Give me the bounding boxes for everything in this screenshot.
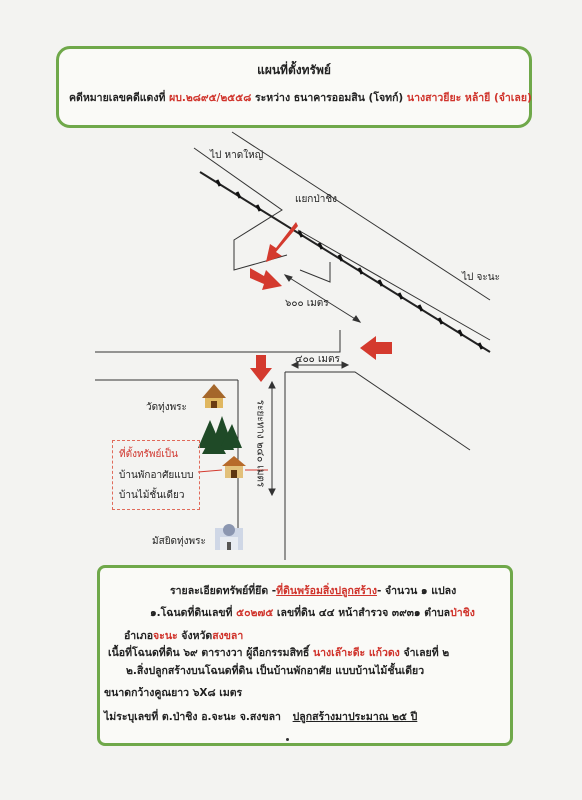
- label-temple: วัดทุ่งพระ: [146, 402, 187, 413]
- area-value: ๖๙ ตารางวา ผู้ถือกรรมสิทธิ์: [183, 647, 310, 659]
- highway-edge: [300, 262, 330, 282]
- map-title: แผนที่ตั้งทรัพย์: [257, 63, 331, 77]
- subdistrict: ป่าชิง: [450, 607, 475, 619]
- arrow-icon: [266, 222, 298, 262]
- detail-line-5: ๒.สิ่งปลูกสร้างบนโฉนดที่ดิน เป็นบ้านพักอาศัย แบบบ้านไม้ชั้นเดียว: [126, 665, 425, 677]
- label-distance-600: ๖๐๐ เมตร: [285, 298, 329, 309]
- land-number: เลขที่ดิน ๔๔ หน้าสำรวจ ๓๙๓๑ ตำบล: [276, 607, 451, 619]
- arrow-icon: [250, 268, 282, 290]
- detail-line-7: [104, 708, 417, 725]
- owner-role: จำเลยที่ ๒: [403, 647, 450, 659]
- property-line-1: ที่ตั้งทรัพย์เป็น: [119, 449, 178, 460]
- plaintiff: ธนาคารออมสิน (โจทก์): [293, 92, 404, 104]
- label-to-hatyai: ไป หาดใหญ่: [210, 150, 264, 161]
- area-label: เนื้อที่โฉนดที่ดิน: [108, 647, 180, 659]
- page-dot: [286, 738, 289, 741]
- trees-icon: [198, 416, 242, 454]
- defendant: นางสาวยียะ หล้ายี (จำเลย): [406, 92, 532, 104]
- railway-line: [200, 172, 490, 352]
- detail-line-2: [150, 604, 475, 621]
- deed-label: ๑.โฉนดที่ดินเลขที่: [150, 607, 233, 619]
- owner-name: นางเล๊าะดีะ แก้วดง: [312, 647, 400, 659]
- property-line-3: บ้านไม้ชั้นเดียว: [119, 490, 185, 501]
- mosque-icon: [215, 524, 243, 550]
- detail-asset-type: ที่ดินพร้อมสิ่งปลูกสร้าง: [276, 585, 377, 597]
- road-edge: [95, 330, 340, 352]
- detail-line-4: [108, 644, 449, 661]
- temple-icon: [202, 384, 226, 408]
- detail-line-1: [170, 582, 456, 599]
- property-line-2: บ้านพักอาศัยแบบ: [119, 470, 194, 481]
- detail-count: - จำนวน ๑ แปลง: [376, 585, 457, 597]
- province: สงขลา: [212, 630, 244, 642]
- property-pointer: [198, 470, 222, 472]
- between-word: ระหว่าง: [254, 92, 291, 104]
- details-box: [97, 565, 513, 746]
- highway-edge: [298, 230, 490, 340]
- arrow-icon: [250, 355, 272, 382]
- label-to-chana: ไป จะนะ: [462, 272, 500, 283]
- case-prefix: คดีหมายเลขคดีแดงที่: [69, 92, 166, 104]
- province-label: จังหวัด: [181, 630, 213, 642]
- address: ไม่ระบุเลขที่ ต.ป่าชิง อ.จะนะ จ.สงขลา: [104, 711, 281, 723]
- build-age: ปลูกสร้างมาประมาณ ๒๕ ปี: [292, 711, 418, 723]
- road-edge: [285, 372, 470, 450]
- case-number: ผบ.๒๘๙๕/๒๕๕๘: [169, 92, 252, 104]
- label-junction: แยกป่าชิง: [295, 194, 337, 205]
- detail-line-6: ขนาดกว้างคูณยาว ๖X๘ เมตร: [104, 687, 243, 699]
- property-callout: [112, 440, 200, 510]
- label-distance-240: ระยะทาง ๒๔๐ เมตร: [254, 399, 266, 488]
- arrow-icon: [360, 336, 392, 360]
- deed-number: ๕๐๒๗๕: [236, 607, 274, 619]
- district-label: อำเภอ: [124, 630, 154, 642]
- label-distance-400: ๔๐๐ เมตร: [295, 354, 340, 365]
- house-icon: [222, 456, 246, 478]
- district: จะนะ: [153, 630, 178, 642]
- label-mosque: มัสยิดทุ่งพระ: [152, 536, 206, 547]
- detail-line-3: [124, 627, 243, 644]
- detail-label: รายละเอียดทรัพย์ที่ยึด -: [170, 585, 277, 597]
